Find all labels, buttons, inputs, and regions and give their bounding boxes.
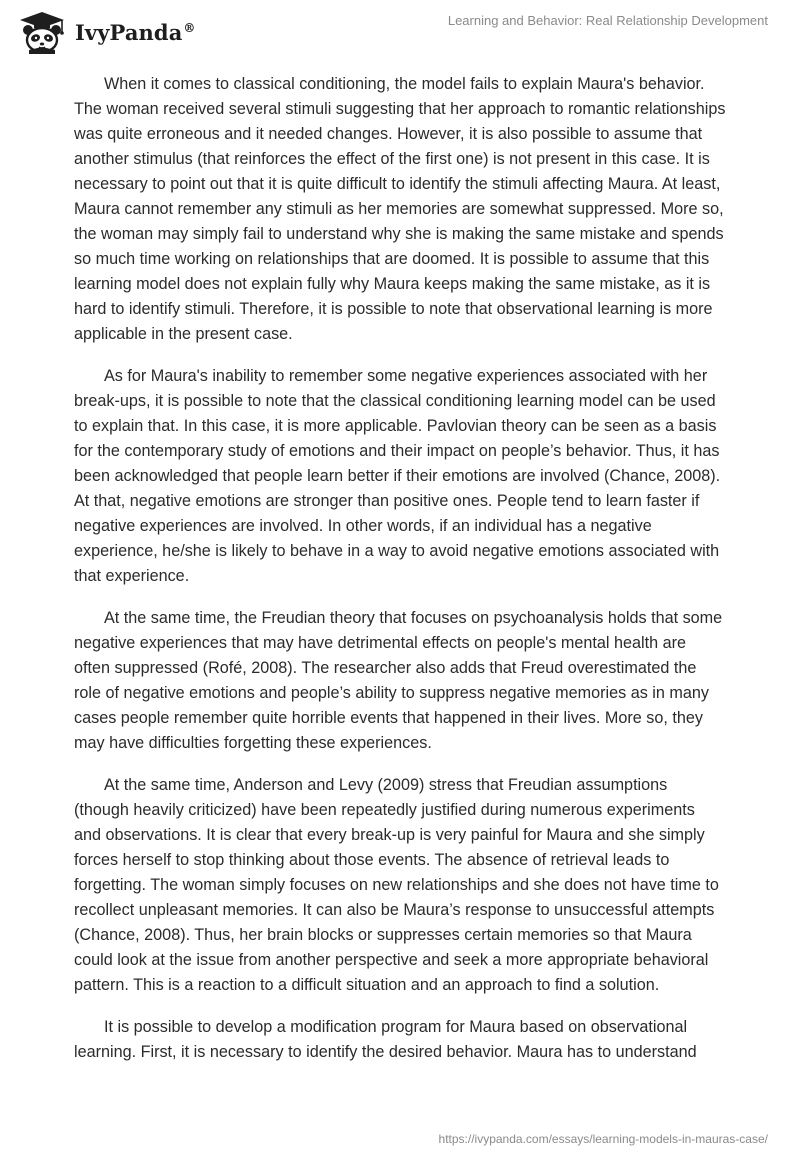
- paragraph: As for Maura's inability to remember some negative experiences associated with her break-ups, it is possible to note that the classical conditioning learning model can be used to explain that. In this case, it is more applicable. Pavlovian theory can be seen as a basis for the contemporary study of emotions and their impact on people’s behavior. Thus, it has been acknowledged that people learn better if their emotions are involved (Chance, 2008). At that, negative emotions are stronger than positive ones. People tend to learn faster if negative experiences are involved. In other words, if an individual has a negative experience, he/she is likely to behave in a way to avoid negative emotions associated with that experience.: [74, 367, 721, 585]
- paragraph: When it comes to classical conditioning, the model fails to explain Maura's behavior. The woman received several stimuli suggesting that her approach to romantic relationships was quite erroneous and it needed changes. However, it is also possible to assume that another stimulus (that reinforces the effect of the first one) is not present in this case. It is necessary to point out that it is quite difficult to identify the stimuli affecting Maura. At least, Maura cannot remember any stimuli as her memories are somewhat suppressed. More so, the woman may simply fail to understand why she is making the same mistake and spends so much time working on relationships that are doomed. It is possible to assume that this learning model does not explain fully why Maura keeps making the same mistake, as it is hard to identify stimuli. Therefore, it is possible to note that observational learning is more applicable in the present case.: [74, 75, 726, 343]
- panda-graduation-cap-icon: [14, 10, 70, 54]
- source-url[interactable]: https://ivypanda.com/essays/learning-models-in-mauras-case/: [438, 1132, 768, 1146]
- paragraph: It is possible to develop a modification program for Maura based on observational learning. First, it is necessary to identify the desired behavior. Maura has to understand: [74, 1018, 697, 1061]
- page-header: [0, 0, 800, 60]
- brand-logo[interactable]: [14, 10, 196, 54]
- paragraph: At the same time, the Freudian theory that focuses on psychoanalysis holds that some negative experiences that may have detrimental effects on people's mental health are often suppressed (Rofé, 2008). The researcher also adds that Freud overestimated the role of negative emotions and people’s ability to suppress negative memories as in many cases people remember quite horrible events that happened in their lives. More so, they may have difficulties forgetting these experiences.: [74, 609, 723, 752]
- brand-name: IvyPanda®: [75, 19, 196, 45]
- essay-body: [74, 72, 726, 1082]
- document-title: Learning and Behavior: Real Relationship Development: [447, 13, 768, 28]
- registered-mark: ®: [183, 20, 196, 35]
- paragraph: At the same time, Anderson and Levy (2009) stress that Freudian assumptions (though heavily criticized) have been repeatedly justified during numerous experiments and observations. It is clear that every break-up is very painful for Maura and she simply forces herself to stop thinking about those events. The absence of retrieval leads to forgetting. The woman simply focuses on new relationships and she does not have time to recollect unpleasant memories. It can also be Maura’s response to unsuccessful attempts (Chance, 2008). Thus, her brain blocks or suppresses certain memories so that Maura could look at the issue from another perspective and seek a more appropriate behavioral pattern. This is a reaction to a difficult situation and an approach to find a solution.: [74, 776, 719, 994]
